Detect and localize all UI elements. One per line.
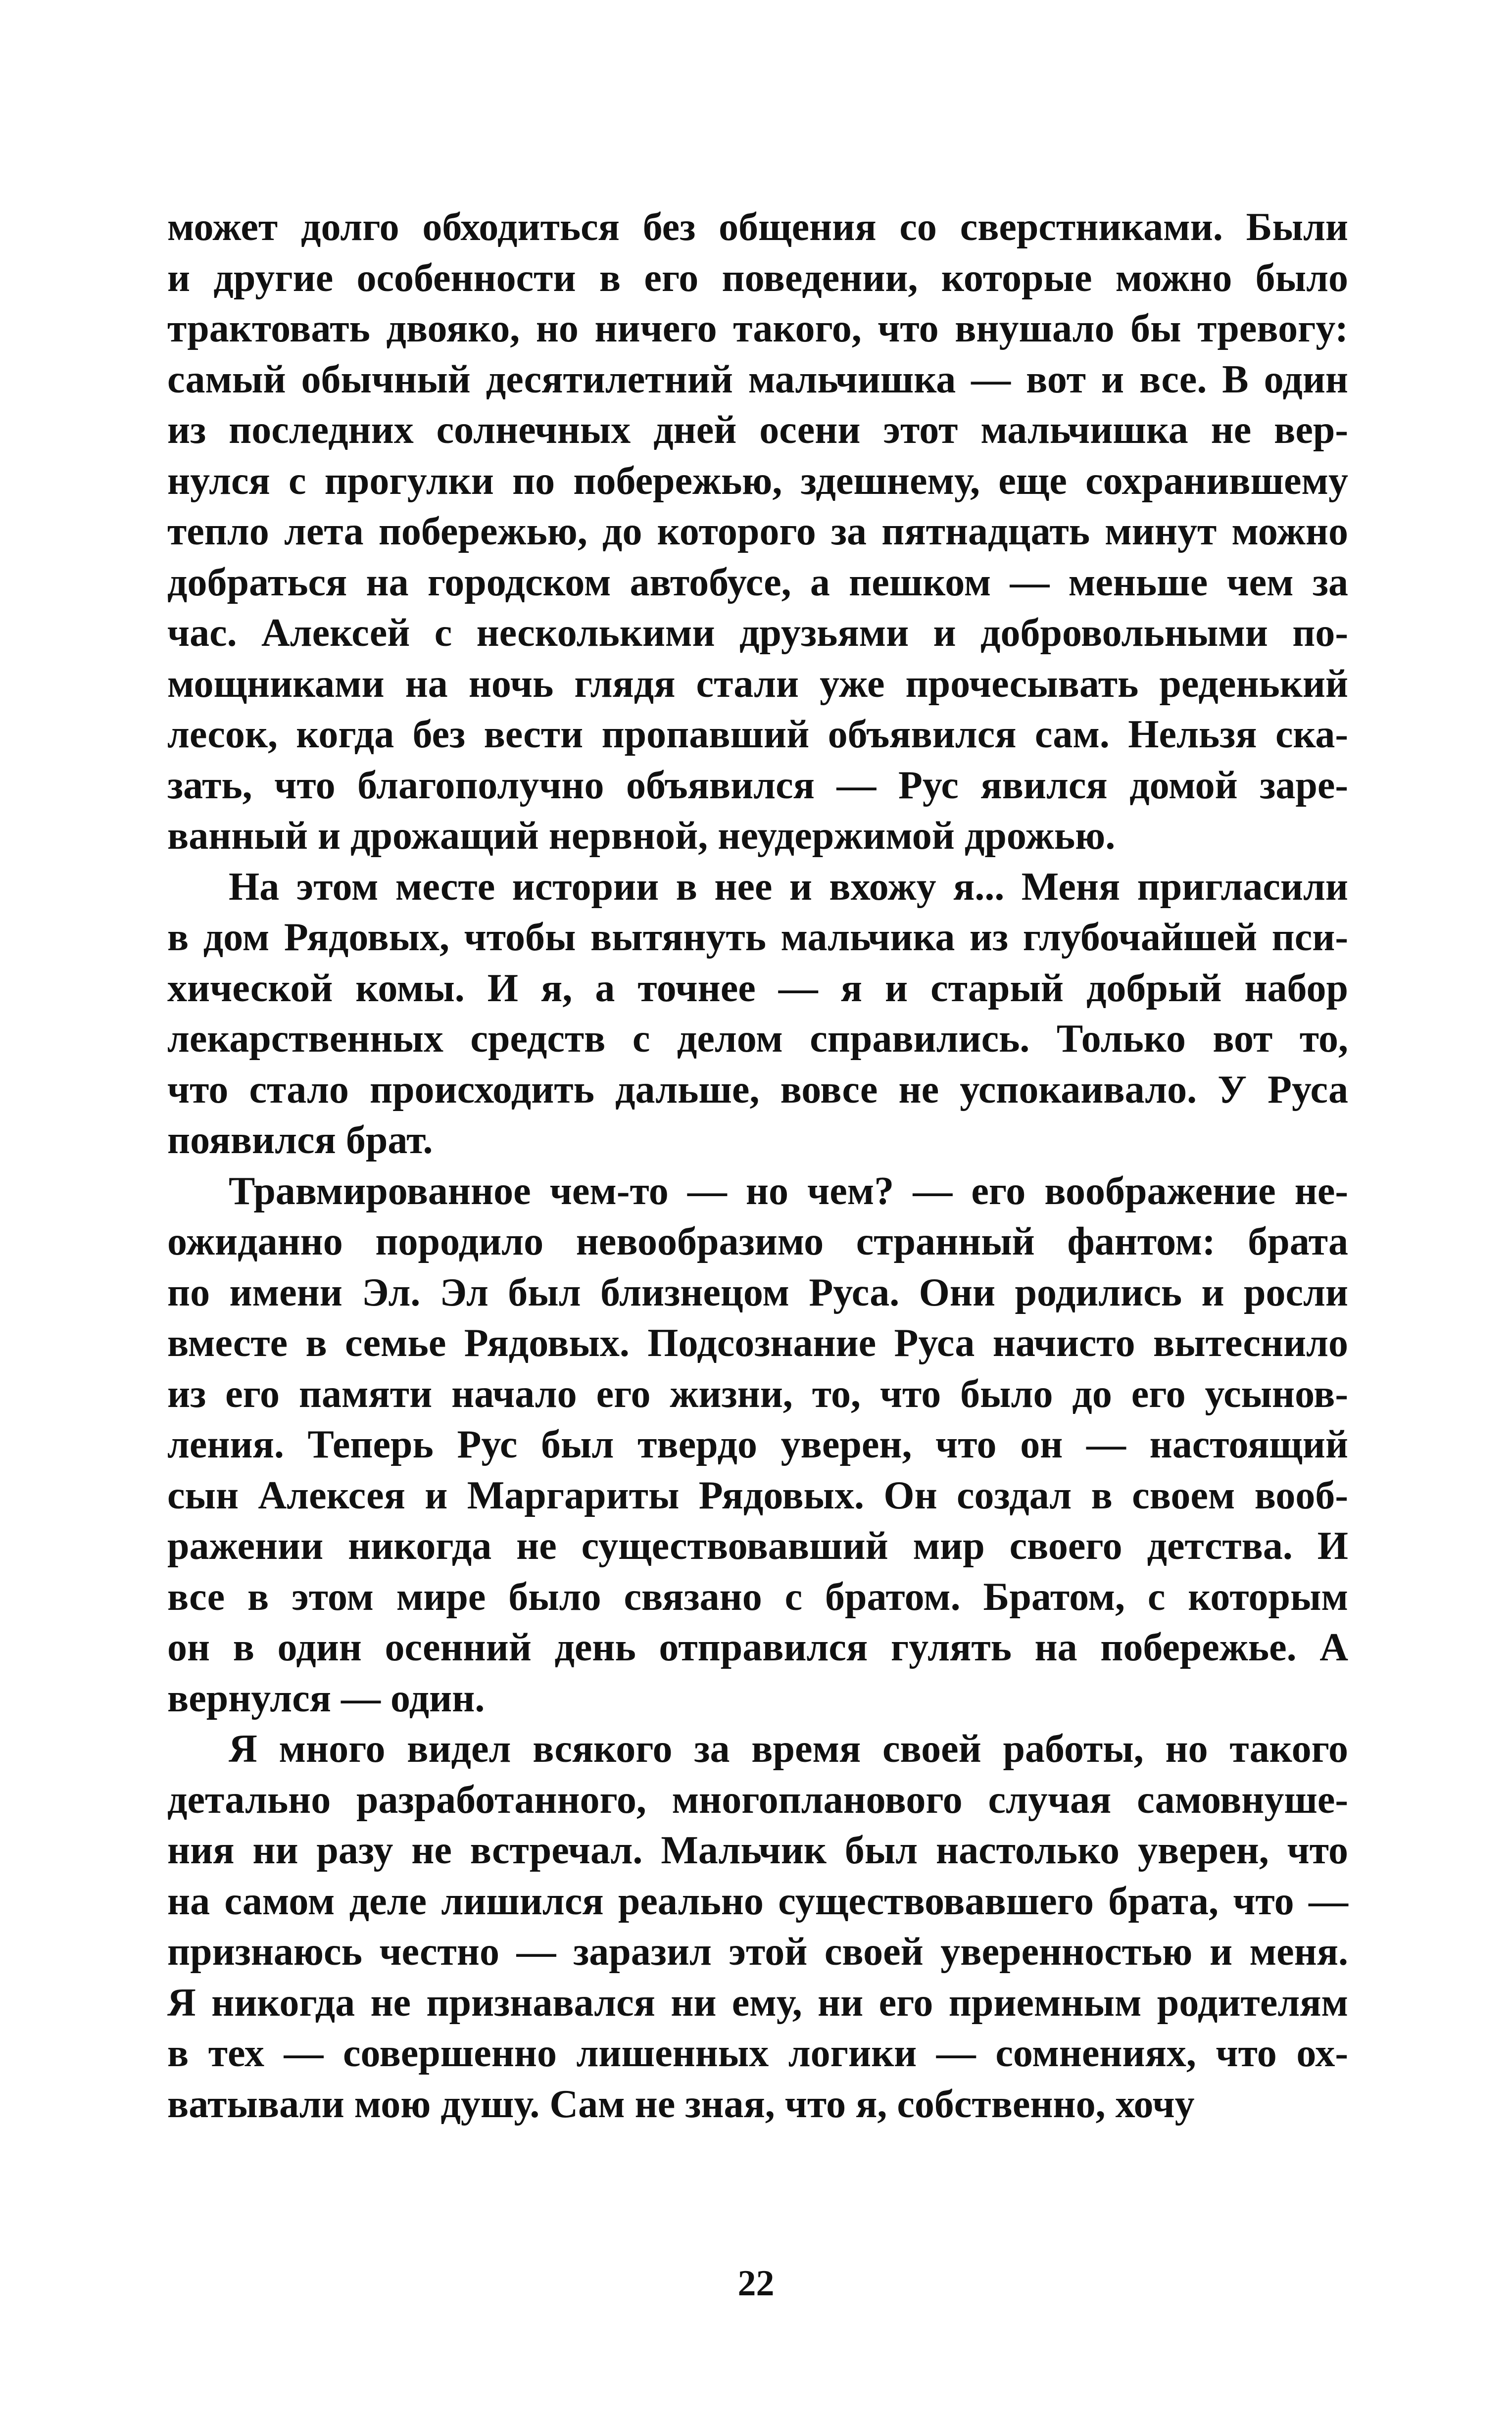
text-line: по имени Эл. Эл был близнецом Руса. Они родились и росли: [167, 1270, 1348, 1314]
text-line: ления. Теперь Рус был твердо уверен, что он — настоящий: [167, 1423, 1348, 1466]
text-line: Я никогда не признавался ни ему, ни его приемным родителям: [167, 1981, 1348, 2025]
text-line: что стало происходить дальше, вовсе не успокаивало. У Руса: [167, 1067, 1348, 1112]
text-line: вернулся — один.: [167, 1676, 485, 1720]
text-line: тепло лета побережью, до которого за пятнадцать минут можно: [167, 510, 1348, 553]
text-line: вместе в семье Рядовых. Подсознание Руса начисто вытеснило: [167, 1321, 1348, 1365]
text-line: из последних солнечных дней осени этот мальчишка не вер-: [167, 408, 1348, 452]
text-line: Травмированное чем-то — но чем? — его воображение не-: [229, 1169, 1348, 1213]
text-line: сын Алексея и Маргариты Рядовых. Он создал в своем вооб-: [167, 1473, 1348, 1517]
paragraph: [167, 862, 1348, 1166]
page-number: 22: [737, 2263, 775, 2304]
text-line: в дом Рядовых, чтобы вытянуть мальчика из глубочайшей пси-: [167, 916, 1348, 959]
text-line: ния ни разу не встречал. Мальчик был настолько уверен, что: [167, 1829, 1348, 1872]
text-line: в тех — совершенно лишенных логики — сомнениях, что ох-: [167, 2032, 1348, 2075]
text-line: может долго обходиться без общения со сверстниками. Были: [167, 205, 1348, 249]
text-line: и другие особенности в его поведении, которые можно было: [167, 256, 1348, 300]
text-line: На этом месте истории в нее и вхожу я... Меня пригласили: [229, 865, 1348, 909]
text-line: лесок, когда без вести пропавший объявился сам. Нельзя ска-: [167, 713, 1348, 756]
text-line: на самом деле лишился реально существовавшего брата, что —: [167, 1879, 1348, 1923]
text-line: зать, что благополучно объявился — Рус явился домой заре-: [167, 763, 1348, 807]
text-line: час. Алексей с несколькими друзьями и добровольными по-: [167, 611, 1348, 655]
text-line: ванный и дрожащий нервной, неудержимой дрожью.: [167, 814, 1116, 858]
paragraph: [167, 1166, 1348, 1724]
text-line: мощниками на ночь глядя стали уже прочесывать реденький: [167, 662, 1348, 706]
text-line: ражении никогда не существовавший мир своего детства. И: [167, 1524, 1348, 1568]
text-line: он в один осенний день отправился гулять на побережье. А: [167, 1626, 1348, 1669]
text-line: добраться на городском автобусе, а пешком — меньше чем за: [167, 560, 1348, 604]
text-line: хической комы. И я, а точнее — я и старый добрый набор: [167, 966, 1348, 1010]
text-line: ватывали мою душу. Сам не зная, что я, собственно, хочу: [167, 2082, 1195, 2126]
text-line: Я много видел всякого за время своей работы, но такого: [229, 1727, 1348, 1771]
text-line: лекарственных средств с делом справились. Только вот то,: [167, 1017, 1348, 1061]
text-line: ожиданно породило невообразимо странный фантом: брата: [167, 1220, 1348, 1263]
text-line: трактовать двояко, но ничего такого, что внушало бы тревогу:: [167, 307, 1348, 350]
text-line: нулся с прогулки по побережью, здешнему, еще сохранившему: [167, 459, 1348, 503]
text-line: все в этом мире было связано с братом. Братом, с которым: [167, 1575, 1348, 1619]
paragraph: [167, 1724, 1348, 2130]
text-line: детально разработанного, многопланового случая самовнуше-: [167, 1778, 1348, 1822]
text-line: признаюсь честно — заразил этой своей уверенностью и меня.: [167, 1930, 1348, 1974]
paragraph: [167, 202, 1348, 862]
text-line: появился брат.: [167, 1118, 433, 1162]
text-line: из его памяти начало его жизни, то, что было до его усынов-: [167, 1372, 1348, 1416]
body-text: [167, 202, 1348, 2130]
text-line: самый обычный десятилетний мальчишка — вот и все. В один: [167, 357, 1348, 401]
